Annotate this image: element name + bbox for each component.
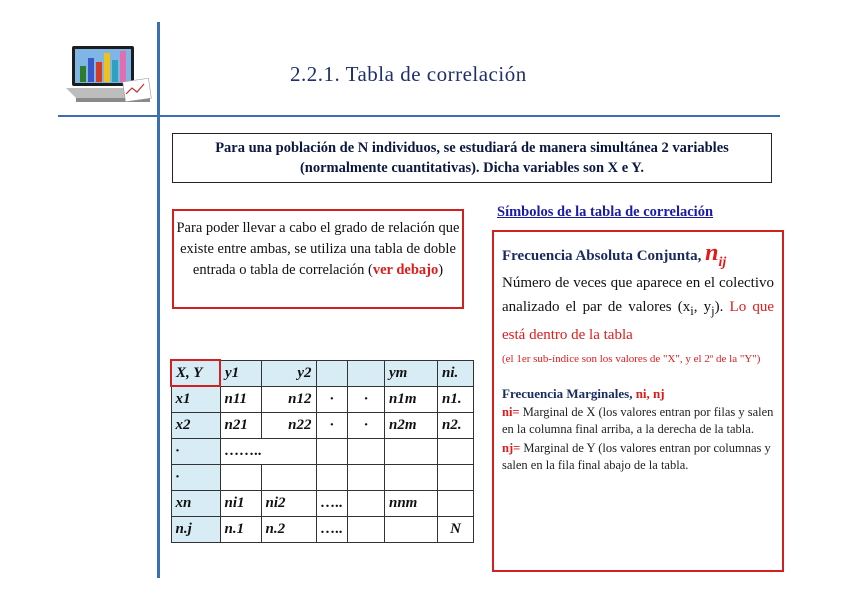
table-cell: N xyxy=(438,516,474,542)
abs-freq-description: Número de veces que aparece en el colectivo analizado el par de valores ($x_i$, $y_j$). Lo que está dentro de la tabla xyxy=(502,274,775,343)
table-cell: · xyxy=(348,412,385,438)
table-cell: · xyxy=(316,386,348,412)
table-cell xyxy=(438,464,474,490)
table-cell xyxy=(316,464,348,490)
table-cell: n.2 xyxy=(261,516,316,542)
header-cell: ni. xyxy=(438,360,474,386)
correlation-table xyxy=(170,359,474,543)
table-cell: x2 xyxy=(171,412,220,438)
table-cell: xn xyxy=(171,490,220,516)
table-row xyxy=(171,386,474,412)
horizontal-rule xyxy=(58,115,780,117)
table-cell xyxy=(220,464,261,490)
vertical-rule xyxy=(157,22,160,578)
table-row xyxy=(171,490,474,516)
table-cell xyxy=(438,438,474,464)
table-cell xyxy=(385,464,438,490)
table-cell: ni1 xyxy=(220,490,261,516)
table-cell: · xyxy=(348,386,385,412)
table-cell: n.1 xyxy=(220,516,261,542)
table-cell: n12 xyxy=(261,386,316,412)
purpose-box xyxy=(172,209,464,309)
symbols-box xyxy=(492,230,784,572)
abs-freq-red-text: Lo que está dentro de la tabla xyxy=(502,298,775,343)
table-cell: · xyxy=(316,412,348,438)
table-cell: n.j xyxy=(171,516,220,542)
table-cell xyxy=(261,464,316,490)
header-cell: y2 xyxy=(261,360,316,386)
table-cell xyxy=(348,438,385,464)
table-cell: n11 xyxy=(220,386,261,412)
ni-description: ni= Marginal de X (los valores entran por filas y salen en la columna final arriba, a la derecha de la tabla. xyxy=(502,404,774,436)
table-row xyxy=(171,412,474,438)
header-cell xyxy=(348,360,385,386)
table-row xyxy=(171,464,474,490)
header-cell xyxy=(316,360,348,386)
table-cell xyxy=(348,464,385,490)
table-cell: …….. xyxy=(220,438,316,464)
ver-debajo-link[interactable]: ver debajo xyxy=(372,262,439,278)
purpose-text: Para poder llevar a cabo el grado de relación que existe entre ambas, se utiliza una tabla de doble entrada o tabla de correlación ( xyxy=(176,220,460,278)
table-row xyxy=(171,438,474,464)
table-cell: n22 xyxy=(261,412,316,438)
header-cell: X, Y xyxy=(171,360,220,386)
symbols-title[interactable]: Símbolos de la tabla de correlación xyxy=(497,204,714,220)
header-cell: y1 xyxy=(220,360,261,386)
abs-freq-heading xyxy=(502,240,774,271)
table-cell: n2m xyxy=(385,412,438,438)
table-cell xyxy=(385,516,438,542)
table-cell: n21 xyxy=(220,412,261,438)
table-cell: n1. xyxy=(438,386,474,412)
purpose-close: ) xyxy=(438,262,444,278)
table-cell xyxy=(316,438,348,464)
table-cell: x1 xyxy=(171,386,220,412)
table-cell: ni2 xyxy=(261,490,316,516)
table-cell: n2. xyxy=(438,412,474,438)
page-title: 2.2.1. Tabla de correlación xyxy=(290,62,527,86)
nj-description: nj= Marginal de Y (los valores entran por columnas y salen en la fila final abajo de la tabla. xyxy=(502,440,771,472)
table-cell: · xyxy=(171,464,220,490)
intro-box: Para una población de N individuos, se estudiará de manera simultánea 2 variables (normalmente cuantitativas). Dicha variables son X e Y. xyxy=(172,133,772,183)
table-cell: nnm xyxy=(385,490,438,516)
table-cell xyxy=(438,490,474,516)
table-header-row xyxy=(171,360,474,386)
nij-symbol: $n_{ij}$ xyxy=(705,240,727,270)
subindex-note: (el 1er sub-índice son los valores de "X", y el 2º de la "Y") xyxy=(502,352,761,365)
table-cell: n1m xyxy=(385,386,438,412)
chart-laptop-icon xyxy=(64,40,152,106)
table-cell xyxy=(348,490,385,516)
marginal-heading: Frecuencia Marginales, ni, nj xyxy=(502,385,665,401)
header-cell: ym xyxy=(385,360,438,386)
table-cell xyxy=(348,516,385,542)
table-cell: ….. xyxy=(316,490,348,516)
table-cell: · xyxy=(171,438,220,464)
abs-freq-label: Frecuencia Absoluta Conjunta, xyxy=(502,248,702,264)
table-row xyxy=(171,516,474,542)
table-cell: ….. xyxy=(316,516,348,542)
table-cell xyxy=(385,438,438,464)
